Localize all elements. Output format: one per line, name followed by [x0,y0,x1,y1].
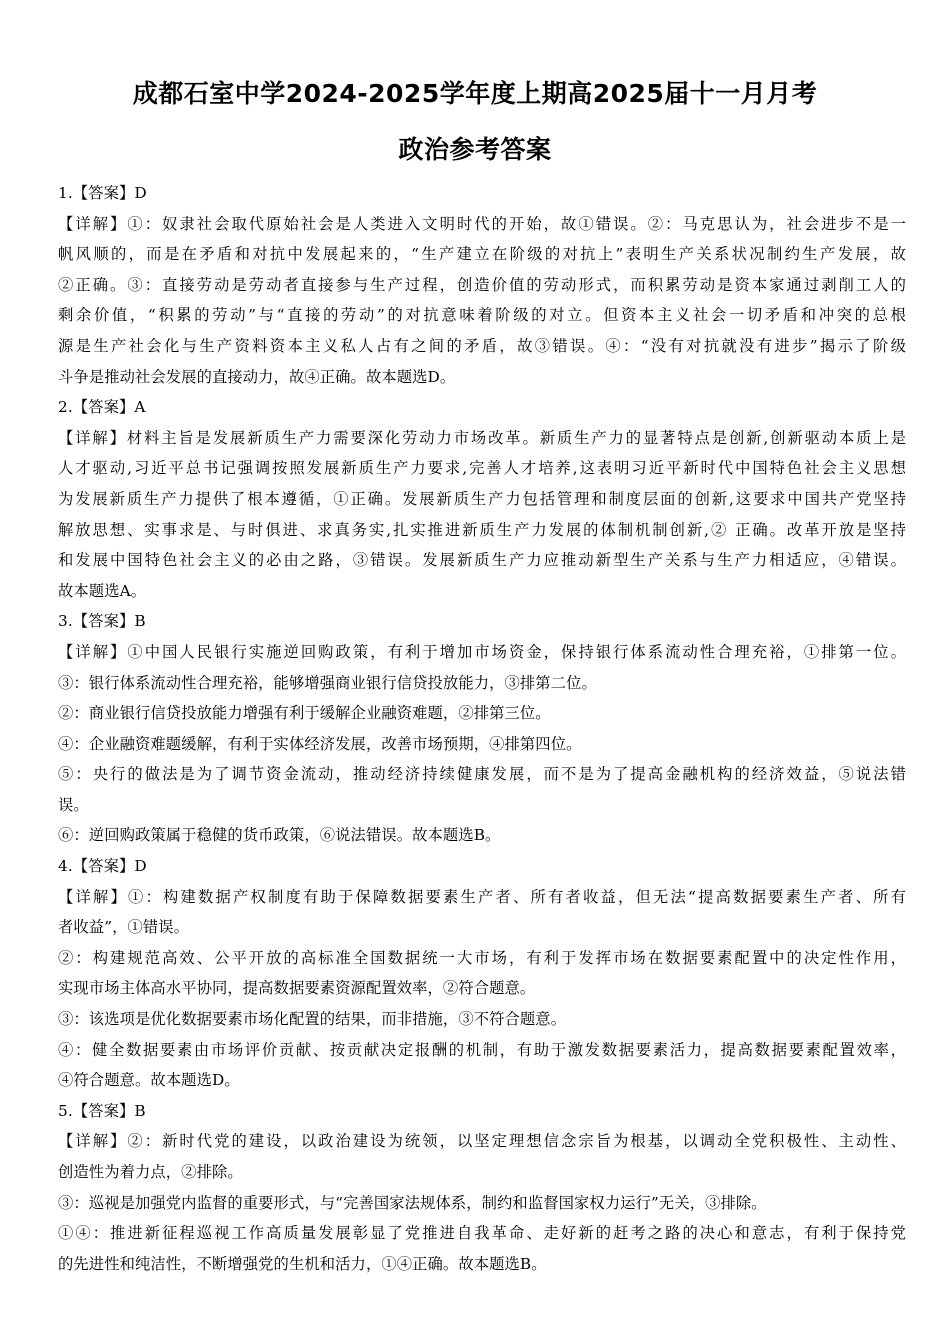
answer-heading: 5.【答案】B [58,1101,146,1120]
explanation-line: 和发展中国特色社会主义的必由之路，③错误。发展新质生产力应推动新型生产关系与生产力相适应，④错误。 [58,551,906,570]
explanation-line: 源是生产社会化与生产资料资本主义私人占有之间的矛盾，故③错误。④：“没有对抗就没有进步”揭示了阶级 [58,336,906,355]
explanation-line: 者收益”，①错误。 [58,918,190,937]
explanation-line: ②：构建规范高效、公平开放的高标准全国数据统一大市场，有利于发挥市场在数据要素配置中的决定性作用， [58,948,906,967]
explanation-line: ②：商业银行信贷投放能力增强有利于缓解企业融资难题，②排第三位。 [58,704,551,723]
answer-heading: 4.【答案】D [58,857,147,876]
explanation-line: 【详解】①：构建数据产权制度有助于保障数据要素生产者、所有者收益，但无法“提高数据要素生产者、所有 [58,887,906,906]
explanation-line: 【详解】材料主旨是发展新质生产力需要深化劳动力市场改革。新质生产力的显著特点是创新,创新驱动本质上是 [58,428,906,447]
explanation-line: 故本题选A。 [58,581,147,600]
explanation-line: 创造性为着力点，②排除。 [58,1163,243,1181]
document-title: 成都石室中学2024-2025学年度上期高2025届十一月月考 [132,79,818,108]
explanation-line: ③：巡视是加强党内监督的重要形式，与“完善国家法规体系，制约和监督国家权力运行”无关，③排除。 [58,1193,767,1212]
explanation-line: 的先进性和纯洁性，不断增强党的生机和活力，①④正确。故本题选B。 [58,1254,547,1273]
explanation-line: 误。 [58,795,89,814]
explanation-line: ④：健全数据要素由市场评价贡献、按贡献决定报酬的机制，有助于激发数据要素活力，提高数据要素配置效率， [58,1040,906,1059]
explanation-line: 【详解】①中国人民银行实施逆回购政策，有利于增加市场资金，保持银行体系流动性合理充裕，①排第一位。 [58,642,906,661]
explanation-line: 帆风顺的，而是在矛盾和对抗中发展起来的，“生产建立在阶级的对抗上”表明生产关系状况制约生产发展，故 [58,245,906,264]
explanation-line: ⑤：央行的做法是为了调节资金流动，推动经济持续健康发展，而不是为了提高金融机构的经济效益，⑤说法错 [58,765,906,784]
document-subtitle: 政治参考答案 [398,135,552,164]
explanation-line: 斗争是推动社会发展的直接动力，故④正确。故本题选D。 [58,367,456,386]
answer-heading: 1.【答案】D [58,184,147,202]
answer-heading: 3.【答案】B [58,612,146,631]
explanation-line: ④符合题意。故本题选D。 [58,1071,240,1090]
explanation-line: ①④：推进新征程巡视工作高质量发展彰显了党推进自我革命、走好新的赶考之路的决心和意志，有利于保持党 [58,1224,906,1243]
explanation-line: 解放思想、实事求是、与时俱进、求真务实,扎实推进新质生产力发展的体制机制创新,② 正确。改革开放是坚持 [58,520,906,539]
explanation-line: 实现市场主体高水平协同，提高数据要素资源配置效率，②符合题意。 [58,979,536,998]
explanation-line: ③：该选项是优化数据要素市场化配置的结果，而非措施，③不符合题意。 [58,1010,567,1029]
explanation-line: 剩余价值，“积累的劳动”与“直接的劳动”的对抗意味着阶级的对立。但资本主义社会一切矛盾和冲突的总根 [58,306,906,325]
answer-heading: 2.【答案】A [58,398,146,417]
answer-body [58,178,906,1279]
explanation-line: ⑥：逆回购政策属于稳健的货币政策，⑥说法错误。故本题选B。 [58,826,501,845]
explanation-line: ④：企业融资难题缓解，有利于实体经济发展，改善市场预期，④排第四位。 [58,734,582,753]
explanation-line: 人才驱动,习近平总书记强调按照发展新质生产力要求,完善人才培养,这表明习近平新时代中国特色社会主义思想 [58,459,906,478]
explanation-line: 【详解】②：新时代党的建设，以政治建设为统领，以坚定理想信念宗旨为根基，以调动全党积极性、主动性、 [58,1132,906,1151]
explanation-line: 为发展新质生产力提供了根本遵循，①正确。发展新质生产力包括管理和制度层面的创新,这要求中国共产党坚持 [58,489,906,508]
explanation-line: 【详解】①：奴隶社会取代原始社会是人类进入文明时代的开始，故①错误。②：马克思认为，社会进步不是一 [58,214,906,233]
explanation-line: ②正确。③：直接劳动是劳动者直接参与生产过程，创造价值的劳动形式，而积累劳动是资本家通过剥削工人的 [58,275,906,294]
explanation-line: ③：银行体系流动性合理充裕，能够增强商业银行信贷投放能力，③排第二位。 [58,673,597,692]
